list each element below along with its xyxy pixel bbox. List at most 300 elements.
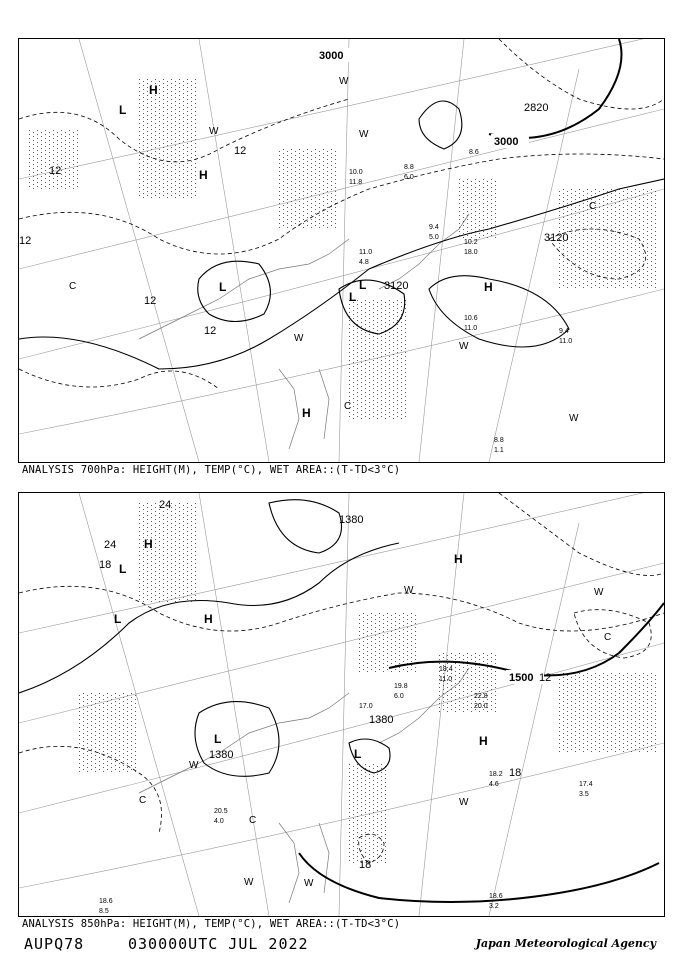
wet-dot <box>607 691 608 692</box>
wet-dot <box>155 99 156 100</box>
wet-dot <box>155 515 156 516</box>
wet-dot <box>603 209 604 210</box>
wet-dot <box>369 794 370 795</box>
wet-dot <box>171 567 172 568</box>
wet-dot <box>635 673 636 674</box>
wet-dot <box>381 808 382 809</box>
wet-dot <box>393 322 394 323</box>
wet-dot <box>367 659 368 660</box>
wet-dot <box>183 169 184 170</box>
wet-dot <box>69 170 70 171</box>
wet-dot <box>357 320 358 321</box>
wet-dot <box>357 312 358 313</box>
wet-dot <box>567 279 568 280</box>
wet-dot <box>159 137 160 138</box>
wet-dot <box>373 828 374 829</box>
wet-dot <box>361 778 362 779</box>
wet-dot <box>167 537 168 538</box>
wet-dot <box>171 187 172 188</box>
wet-dot <box>49 144 50 145</box>
wet-dot <box>563 721 564 722</box>
wet-dot <box>167 93 168 94</box>
wet-dot <box>575 279 576 280</box>
wet-dot <box>287 151 288 152</box>
wet-dot <box>191 549 192 550</box>
wet-dot <box>559 691 560 692</box>
wet-dot <box>179 83 180 84</box>
wet-dot <box>111 731 112 732</box>
wet-dot <box>311 175 312 176</box>
wet-dot <box>361 846 362 847</box>
wet-dot <box>147 567 148 568</box>
wet-dot <box>495 221 496 222</box>
wet-dot <box>567 255 568 256</box>
wet-dot <box>385 774 386 775</box>
wet-dot <box>385 830 386 831</box>
wet-dot <box>79 727 80 728</box>
wet-dot <box>139 579 140 580</box>
wet-dot <box>353 414 354 415</box>
wet-dot <box>575 739 576 740</box>
wet-dot <box>591 247 592 248</box>
wet-dot <box>163 115 164 116</box>
wet-dot <box>623 675 624 676</box>
wet-dot <box>37 178 38 179</box>
wet-dot <box>179 179 180 180</box>
wet-dot <box>87 719 88 720</box>
wet-dot <box>291 153 292 154</box>
wet-dot <box>143 601 144 602</box>
wet-dot <box>283 161 284 162</box>
wet-dot <box>135 703 136 704</box>
wet-dot <box>159 145 160 146</box>
wet-dot <box>357 364 358 365</box>
wet-dot <box>393 318 394 319</box>
wet-dot <box>387 629 388 630</box>
wet-dot <box>583 695 584 696</box>
wet-dot <box>623 691 624 692</box>
wet-dot <box>475 187 476 188</box>
wet-dot <box>155 595 156 596</box>
wet-dot <box>643 277 644 278</box>
wet-dot <box>475 191 476 192</box>
wet-dot <box>639 275 640 276</box>
wet-dot <box>397 404 398 405</box>
wet-dot <box>357 404 358 405</box>
wet-dot <box>115 733 116 734</box>
wet-dot <box>299 201 300 202</box>
wet-dot <box>401 374 402 375</box>
wet-dot <box>459 179 460 180</box>
wet-dot <box>77 150 78 151</box>
wet-dot <box>383 667 384 668</box>
contour-label: 3120 <box>544 232 569 244</box>
wet-dot <box>291 185 292 186</box>
wet-dot <box>595 709 596 710</box>
wet-dot <box>571 217 572 218</box>
wet-dot <box>135 715 136 716</box>
wet-dot <box>349 368 350 369</box>
wet-dot <box>563 709 564 710</box>
wet-dot <box>353 802 354 803</box>
wet-dot <box>155 591 156 592</box>
wet-dot <box>451 689 452 690</box>
wet-dot <box>143 585 144 586</box>
wet-dot <box>179 79 180 80</box>
wet-dot <box>655 247 656 248</box>
wet-dot <box>583 275 584 276</box>
wet-dot <box>139 91 140 92</box>
wet-dot <box>335 167 336 168</box>
wet-dot <box>111 739 112 740</box>
wet-dot <box>111 763 112 764</box>
wet-dot <box>651 745 652 746</box>
wet-dot <box>369 830 370 831</box>
wet-dot <box>603 729 604 730</box>
longitude-line <box>419 39 464 462</box>
wet-dot <box>381 364 382 365</box>
wet-dot <box>175 581 176 582</box>
wet-dot <box>87 767 88 768</box>
pressure-center-label: W <box>339 76 349 87</box>
wet-dot <box>567 223 568 224</box>
wet-dot <box>575 227 576 228</box>
station-value: 20.0 <box>474 703 488 710</box>
wet-dot <box>167 97 168 98</box>
wet-dot <box>369 846 370 847</box>
wet-dot <box>385 382 386 383</box>
wet-dot <box>357 416 358 417</box>
wet-dot <box>183 577 184 578</box>
wet-dot <box>283 153 284 154</box>
station-value: 11.0 <box>559 338 573 345</box>
wet-dot <box>397 408 398 409</box>
wet-dot <box>195 91 196 92</box>
wet-dot <box>295 199 296 200</box>
wet-dot <box>83 769 84 770</box>
wet-dot <box>467 195 468 196</box>
wet-dot <box>583 707 584 708</box>
wet-dot <box>369 838 370 839</box>
wet-dot <box>361 310 362 311</box>
wet-dot <box>361 378 362 379</box>
wet-dot <box>379 653 380 654</box>
wet-dot <box>171 183 172 184</box>
wet-dot <box>475 673 476 674</box>
pressure-center-label: H <box>479 734 488 748</box>
wet-dot <box>191 181 192 182</box>
wet-dot <box>107 729 108 730</box>
wet-dot <box>49 160 50 161</box>
wet-dot <box>377 810 378 811</box>
product-code: AUPQ78 <box>24 935 85 953</box>
wet-dot <box>655 227 656 228</box>
wet-dot <box>651 213 652 214</box>
wet-dot <box>405 380 406 381</box>
contour-label: 12 <box>539 672 552 684</box>
station-value: 22.8 <box>474 693 488 700</box>
wet-dot <box>191 85 192 86</box>
wet-dot <box>571 285 572 286</box>
wet-dot <box>379 661 380 662</box>
wet-dot <box>111 715 112 716</box>
wet-dot <box>639 219 640 220</box>
wet-dot <box>163 531 164 532</box>
wet-dot <box>595 273 596 274</box>
wet-dot <box>591 731 592 732</box>
wet-dot <box>323 197 324 198</box>
wet-dot <box>651 741 652 742</box>
wet-dot <box>175 177 176 178</box>
wet-dot <box>155 579 156 580</box>
wet-dot <box>639 687 640 688</box>
wet-dot <box>391 635 392 636</box>
wet-dot <box>279 195 280 196</box>
wet-dot <box>369 818 370 819</box>
wet-dot <box>647 235 648 236</box>
wet-dot <box>359 647 360 648</box>
wet-dot <box>369 802 370 803</box>
wet-dot <box>99 769 100 770</box>
wet-dot <box>349 820 350 821</box>
wet-dot <box>639 195 640 196</box>
wet-dot <box>471 675 472 676</box>
wet-dot <box>385 366 386 367</box>
wet-dot <box>643 737 644 738</box>
wet-dot <box>147 531 148 532</box>
wet-dot <box>357 812 358 813</box>
pressure-center-label: L <box>349 290 357 304</box>
wet-dot <box>187 155 188 156</box>
wet-dot <box>291 157 292 158</box>
wet-dot <box>643 225 644 226</box>
wet-dot <box>159 161 160 162</box>
wet-dot <box>619 749 620 750</box>
wet-dot <box>639 247 640 248</box>
wet-dot <box>483 191 484 192</box>
wet-dot <box>131 693 132 694</box>
wet-dot <box>119 747 120 748</box>
wet-dot <box>155 527 156 528</box>
wet-dot <box>147 591 148 592</box>
wet-dot <box>627 725 628 726</box>
wet-dot <box>151 565 152 566</box>
wet-dot <box>455 667 456 668</box>
wet-dot <box>183 173 184 174</box>
wet-dot <box>363 613 364 614</box>
wet-dot <box>563 677 564 678</box>
wet-dot <box>179 131 180 132</box>
wet-dot <box>471 707 472 708</box>
wet-dot <box>183 117 184 118</box>
wet-dot <box>179 111 180 112</box>
isotherm <box>19 369 219 389</box>
wet-dot <box>603 265 604 266</box>
wet-dot <box>307 149 308 150</box>
wet-dot <box>639 191 640 192</box>
wet-dot <box>365 316 366 317</box>
wet-dot <box>459 211 460 212</box>
wet-dot <box>405 316 406 317</box>
wet-dot <box>303 211 304 212</box>
wet-dot <box>587 281 588 282</box>
wet-dot <box>627 721 628 722</box>
wet-dot <box>123 753 124 754</box>
wet-dot <box>599 235 600 236</box>
wet-dot <box>623 695 624 696</box>
wet-dot <box>139 195 140 196</box>
wet-dot <box>415 631 416 632</box>
wet-dot <box>77 146 78 147</box>
wet-dot <box>603 693 604 694</box>
wet-dot <box>627 253 628 254</box>
wet-dot <box>587 673 588 674</box>
wet-dot <box>295 179 296 180</box>
wet-dot <box>487 193 488 194</box>
wet-dot <box>171 139 172 140</box>
wet-dot <box>393 342 394 343</box>
wet-dot <box>647 691 648 692</box>
wet-dot <box>319 175 320 176</box>
wet-dot <box>295 183 296 184</box>
wet-dot <box>45 178 46 179</box>
wet-dot <box>365 400 366 401</box>
wet-dot <box>183 81 184 82</box>
wet-dot <box>603 237 604 238</box>
wet-dot <box>115 729 116 730</box>
wet-dot <box>387 665 388 666</box>
wet-dot <box>287 211 288 212</box>
wet-dot <box>359 659 360 660</box>
wet-dot <box>459 673 460 674</box>
wet-dot <box>33 156 34 157</box>
wet-dot <box>491 689 492 690</box>
wet-dot <box>607 227 608 228</box>
wet-dot <box>559 735 560 736</box>
wet-dot <box>385 826 386 827</box>
wet-dot <box>387 613 388 614</box>
wet-dot <box>175 169 176 170</box>
wet-dot <box>495 663 496 664</box>
wet-dot <box>65 152 66 153</box>
wet-dot <box>559 719 560 720</box>
wet-dot <box>41 172 42 173</box>
wet-dot <box>399 635 400 636</box>
wet-dot <box>591 279 592 280</box>
wet-dot <box>187 143 188 144</box>
wet-dot <box>115 697 116 698</box>
wet-dot <box>575 267 576 268</box>
wet-dot <box>183 597 184 598</box>
wet-dot <box>349 792 350 793</box>
wet-dot <box>335 183 336 184</box>
wet-dot <box>385 790 386 791</box>
wet-dot <box>159 121 160 122</box>
wet-dot <box>183 517 184 518</box>
wet-dot <box>191 161 192 162</box>
wet-dot <box>397 332 398 333</box>
wet-dot <box>611 249 612 250</box>
wet-dot <box>65 180 66 181</box>
wet-dot <box>79 755 80 756</box>
wet-dot <box>131 745 132 746</box>
wet-dot <box>459 709 460 710</box>
wet-dot <box>53 142 54 143</box>
map-850hpa <box>19 493 664 916</box>
wet-dot <box>595 701 596 702</box>
wet-dot <box>287 155 288 156</box>
wet-dot <box>373 784 374 785</box>
wet-dot <box>77 162 78 163</box>
wet-dot <box>571 253 572 254</box>
wet-dot <box>151 573 152 574</box>
wet-dot <box>583 223 584 224</box>
wet-dot <box>143 105 144 106</box>
wet-dot <box>627 277 628 278</box>
wet-dot <box>33 132 34 133</box>
wet-dot <box>315 205 316 206</box>
wet-dot <box>299 205 300 206</box>
wet-dot <box>385 818 386 819</box>
wet-dot <box>53 146 54 147</box>
wet-dot <box>631 727 632 728</box>
wet-dot <box>151 97 152 98</box>
wet-dot <box>61 178 62 179</box>
wet-dot <box>291 189 292 190</box>
wet-dot <box>287 207 288 208</box>
wet-dot <box>327 187 328 188</box>
wet-dot <box>587 217 588 218</box>
wet-dot <box>647 243 648 244</box>
wet-dot <box>603 217 604 218</box>
wet-dot <box>311 211 312 212</box>
wet-dot <box>327 151 328 152</box>
wet-dot <box>623 191 624 192</box>
wet-dot <box>143 513 144 514</box>
wet-dot <box>187 127 188 128</box>
wet-dot <box>191 137 192 138</box>
wet-dot <box>283 217 284 218</box>
wet-dot <box>179 155 180 156</box>
wet-dot <box>83 729 84 730</box>
wet-dot <box>599 731 600 732</box>
wet-dot <box>615 243 616 244</box>
station-value: 18.6 <box>99 898 113 905</box>
wet-dot <box>175 145 176 146</box>
wet-dot <box>405 332 406 333</box>
wet-dot <box>583 215 584 216</box>
wet-dot <box>349 784 350 785</box>
wet-dot <box>623 247 624 248</box>
wet-dot <box>401 394 402 395</box>
wet-dot <box>479 679 480 680</box>
wet-dot <box>607 715 608 716</box>
wet-dot <box>353 822 354 823</box>
wet-dot <box>607 751 608 752</box>
wet-dot <box>615 259 616 260</box>
wet-dot <box>323 209 324 210</box>
wet-dot <box>163 575 164 576</box>
wet-dot <box>191 169 192 170</box>
wet-dot <box>405 356 406 357</box>
wet-dot <box>167 169 168 170</box>
wet-dot <box>373 800 374 801</box>
wet-dot <box>357 340 358 341</box>
wet-dot <box>91 769 92 770</box>
wet-dot <box>37 162 38 163</box>
wet-dot <box>191 505 192 506</box>
wet-dot <box>377 370 378 371</box>
